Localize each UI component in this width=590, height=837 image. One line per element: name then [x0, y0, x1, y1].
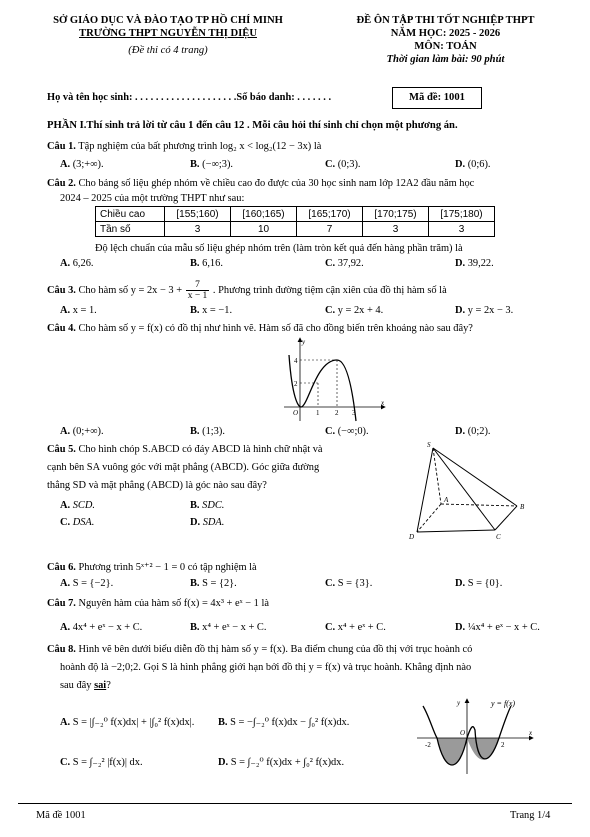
q8-stem-2: hoành độ là −2;0;2. Gọi S là hình phẳng giới hạn bởi đồ thị y = f(x) và trục hoành. Khẳng định nào	[60, 662, 472, 673]
q8-stem-3	[60, 680, 111, 691]
page-count-note: (Đề thi có 4 trang)	[128, 45, 208, 56]
origin-label: O	[460, 729, 466, 737]
curve	[289, 355, 356, 421]
table-cell: Tần số	[96, 222, 165, 237]
footer-page-number: Trang 1/4	[510, 810, 551, 821]
q1-stem	[47, 141, 321, 152]
q3-option-a[interactable]: A. x = 1.	[60, 305, 97, 316]
q1-d-text: (0;6).	[467, 159, 491, 170]
q7-stem	[47, 598, 269, 609]
q6-c-text: S = {3}.	[337, 578, 373, 589]
exam-title: ĐỀ ÔN TẬP THI TỐT NGHIỆP THPT	[356, 15, 535, 26]
header-right	[318, 14, 573, 66]
q1-c-text: (0;3).	[337, 159, 361, 170]
q3-option-c[interactable]: C. y = 2x + 4.	[325, 305, 384, 316]
vertex-S: S	[427, 441, 431, 449]
q6-stem	[47, 561, 257, 573]
y-label: y	[302, 338, 306, 346]
q6-option-a[interactable]: A. S = {−2}.	[60, 578, 114, 589]
q1-b-text: (−∞;3).	[202, 159, 234, 170]
q2-stem-1	[47, 178, 474, 189]
table-cell: [165;170)	[297, 207, 363, 222]
q3-label: Câu 3.	[47, 284, 76, 296]
q4-stem	[47, 323, 473, 334]
q6-d-text: S = {0}.	[467, 578, 503, 589]
q5-stem-1	[47, 444, 323, 455]
table-cell: [170;175)	[363, 207, 429, 222]
vertex-A: A	[444, 496, 449, 504]
vertex-D: D	[409, 533, 415, 541]
q1-text: Tập nghiệm của bất phương trình log₂ x < log₂(12 − 3x) là	[78, 141, 322, 152]
q2-option-b[interactable]: B. 6,16.	[190, 258, 223, 269]
q6-label: Câu 6.	[47, 562, 76, 573]
q8-b-text: S = −∫₋₂⁰ f(x)dx − ∫₀² f(x)dx.	[230, 717, 350, 728]
exam-code-box: Mã đề: 1001	[392, 87, 482, 109]
q4-d-text: (0;2).	[467, 426, 491, 437]
q3-c-text: y = 2x + 4.	[337, 305, 384, 316]
fx-label: y = f(x)	[491, 699, 516, 708]
q2-text1: Cho bảng số liệu ghép nhóm về chiều cao đo được của 30 học sinh nam lớp 12A2 đầu năm học	[78, 178, 475, 189]
q4-b-text: (1;3).	[202, 426, 225, 437]
q3-text-a: Cho hàm số y = 2x − 3 +	[78, 284, 183, 296]
q5-text1: Cho hình chóp S.ABCD có đáy ABCD là hình chữ nhật và	[78, 444, 323, 455]
q8-d-text: S = ∫₋₂⁰ f(x)dx + ∫₀² f(x)dx.	[230, 757, 345, 768]
q5-stem-2: cạnh bên SA vuông góc với mặt phẳng (ABCD). Góc giữa đường	[47, 462, 320, 473]
x-label: x	[529, 729, 533, 737]
q6-option-b[interactable]: B. S = {2}.	[190, 578, 237, 589]
area-left	[437, 738, 467, 765]
q3-a-text: x = 1.	[72, 305, 97, 316]
student-info-line: Họ và tên học sinh: . . . . . . . . . . . . . . . . . . . .Số báo danh: . . . . . . .	[47, 92, 332, 103]
q2-option-a[interactable]: A. 6,26.	[60, 258, 94, 269]
q1-option-b[interactable]: B. (−∞;3).	[190, 159, 234, 170]
table-cell: 3	[165, 222, 231, 237]
q5-c-text: DSA.	[72, 517, 95, 528]
q1-option-d[interactable]: D. (0;6).	[455, 159, 491, 170]
q5-b-text: SDC.	[202, 500, 225, 511]
tick-label: 3	[352, 409, 356, 417]
q2-option-d[interactable]: D. 39,22.	[455, 258, 494, 269]
q3-stem	[47, 280, 447, 301]
table-row	[96, 207, 495, 222]
q8-option-c[interactable]: C. S = ∫₋₂² |f(x)| dx.	[60, 757, 143, 768]
q4-option-c[interactable]: C. (−∞;0).	[325, 426, 369, 437]
q6-b-text: S = {2}.	[202, 578, 237, 589]
q2-c-text: 37,92.	[337, 258, 364, 269]
q5-option-c[interactable]: C. DSA.	[60, 517, 95, 528]
footer-divider	[18, 803, 572, 804]
q5-option-d[interactable]: D. SDA.	[190, 517, 225, 528]
tick-label: -2	[425, 741, 431, 749]
table-row	[96, 222, 495, 237]
school-year: NĂM HỌC: 2025 - 2026	[390, 28, 501, 39]
q2-a-text: 6,26.	[72, 258, 94, 269]
q5-stem-3: thẳng SD và mặt phẳng (ABCD) là góc nào sau đây?	[47, 480, 267, 491]
q3-b-text: x = −1.	[202, 305, 233, 316]
q4-option-b[interactable]: B. (1;3).	[190, 426, 225, 437]
q6-a-text: S = {−2}.	[72, 578, 114, 589]
tick-label: 4	[294, 357, 298, 365]
subject: MÔN: TOÁN	[414, 41, 477, 52]
edge-SD	[417, 448, 433, 532]
q5-label: Câu 5.	[47, 444, 76, 455]
q4-text: Cho hàm số y = f(x) có đồ thị như hình vẽ. Hàm số đã cho đồng biến trên khoảng nào sau đây?	[78, 323, 473, 334]
origin-label: O	[293, 409, 299, 417]
q8-option-a[interactable]: A. S = |∫₋₂⁰ f(x)dx| + |∫₀² f(x)dx|.	[60, 717, 195, 728]
q7-b-text: x⁴ + eˣ − x + C.	[202, 622, 267, 633]
edge-SC	[433, 448, 495, 530]
q5-d-text: SDA.	[202, 517, 225, 528]
q2-stem-2: 2024 – 2025 của một trường THPT như sau:	[60, 193, 245, 204]
q1-option-c[interactable]: C. (0;3).	[325, 159, 361, 170]
table-cell: 3	[429, 222, 495, 237]
q7-option-a[interactable]: A. 4x⁴ + eˣ − x + C.	[60, 622, 143, 633]
q2-d-text: 39,22.	[467, 258, 494, 269]
part1-title: PHẦN I.Thí sinh trả lời từ câu 1 đến câu 12 . Mỗi câu hỏi thí sinh chỉ chọn một phương án.	[47, 120, 458, 131]
q8-option-d[interactable]: D. S = ∫₋₂⁰ f(x)dx + ∫₀² f(x)dx.	[218, 757, 345, 768]
dept-name: SỞ GIÁO DỤC VÀ ĐÀO TẠO TP HỒ CHÍ MINH	[53, 15, 283, 26]
q3-fraction	[186, 280, 210, 301]
q2-b-text: 6,16.	[202, 258, 223, 269]
q7-c-text: x⁴ + eˣ + C.	[337, 622, 386, 633]
q7-d-text: ¼x⁴ + eˣ − x + C.	[467, 622, 540, 633]
q1-option-a[interactable]: A. (3;+∞).	[60, 159, 104, 170]
tick-label: 1	[316, 409, 320, 417]
header-left	[18, 14, 318, 57]
vertex-B: B	[520, 503, 525, 511]
q7-option-d[interactable]: D. ¼x⁴ + eˣ − x + C.	[455, 622, 540, 633]
q1-a-text: (3;+∞).	[72, 159, 104, 170]
q8-text3-c: ?	[106, 680, 111, 691]
q6-text: Phương trình 5ˣ⁺² − 1 = 0 có tập nghiệm là	[78, 562, 257, 573]
q4-option-a[interactable]: A. (0;+∞).	[60, 426, 104, 437]
q4-c-text: (−∞;0).	[337, 426, 369, 437]
edge-CB	[495, 506, 517, 530]
q8-label: Câu 8.	[47, 644, 76, 655]
q8-c-text: S = ∫₋₂² |f(x)| dx.	[72, 757, 143, 768]
q6-option-c[interactable]: C. S = {3}.	[325, 578, 373, 589]
q2-option-c[interactable]: C. 37,92.	[325, 258, 364, 269]
q7-text: Nguyên hàm của hàm số f(x) = 4x³ + eˣ − 1 là	[78, 598, 269, 609]
q2-stem-3: Độ lệch chuẩn của mẫu số liệu ghép nhóm trên (làm tròn kết quả đến hàng phần trăm) là	[95, 243, 463, 254]
q2-label: Câu 2.	[47, 178, 76, 189]
q7-option-b[interactable]: B. x⁴ + eˣ − x + C.	[190, 622, 267, 633]
q8-text3-a: sau đây	[60, 680, 95, 691]
table-cell: 7	[297, 222, 363, 237]
vertex-C: C	[496, 533, 501, 541]
q8-option-b[interactable]: B. S = −∫₋₂⁰ f(x)dx − ∫₀² f(x)dx.	[218, 717, 350, 728]
q7-option-c[interactable]: C. x⁴ + eˣ + C.	[325, 622, 386, 633]
duration: Thời gian làm bài: 90 phút	[386, 54, 505, 65]
q3-option-d[interactable]: D. y = 2x − 3.	[455, 305, 514, 316]
q8-text3-sai: sai	[94, 680, 107, 691]
tick-label: 2	[335, 409, 339, 417]
edge-AD	[417, 504, 441, 532]
q5-a-text: SCD.	[72, 500, 95, 511]
school-name: TRƯỜNG THPT NGUYỄN THỊ DIỆU	[79, 28, 257, 39]
q3-text-b: . Phương trình đường tiệm cận xiên của đồ thị hàm số là	[212, 284, 447, 296]
q1-label: Câu 1.	[47, 141, 76, 152]
edge-DC	[417, 530, 495, 532]
x-label: x	[381, 399, 385, 407]
q7-label: Câu 7.	[47, 598, 76, 609]
tick-label: 2	[501, 741, 505, 749]
q8-a-text: S = |∫₋₂⁰ f(x)dx| + |∫₀² f(x)dx|.	[72, 717, 195, 728]
q3-frac-num: 7	[186, 280, 210, 291]
q5-option-a[interactable]: A. SCD.	[60, 500, 95, 511]
q4-option-d[interactable]: D. (0;2).	[455, 426, 491, 437]
table-cell: [160;165)	[231, 207, 297, 222]
q3-option-b[interactable]: B. x = −1.	[190, 305, 233, 316]
q4-graph	[280, 335, 390, 425]
table-cell: 10	[231, 222, 297, 237]
q4-a-text: (0;+∞).	[72, 426, 104, 437]
footer-exam-code: Mã đề 1001	[36, 810, 86, 821]
q7-a-text: 4x⁴ + eˣ − x + C.	[72, 622, 143, 633]
table-cell: 3	[363, 222, 429, 237]
table-cell: [155;160)	[165, 207, 231, 222]
q8-graph	[415, 696, 565, 776]
table-cell: [175;180)	[429, 207, 495, 222]
frequency-table	[95, 206, 495, 237]
q8-text1: Hình vẽ bên dưới biểu diễn đồ thị hàm số y = f(x). Ba điểm chung của đồ thị với trục hoành có	[78, 644, 473, 655]
q3-frac-den: x − 1	[187, 291, 208, 301]
table-cell: Chiều cao	[96, 207, 165, 222]
q6-option-d[interactable]: D. S = {0}.	[455, 578, 503, 589]
q5-pyramid-figure	[405, 440, 535, 545]
q3-d-text: y = 2x − 3.	[467, 305, 514, 316]
q4-label: Câu 4.	[47, 323, 76, 334]
q8-stem-1	[47, 644, 472, 655]
tick-label: 2	[294, 380, 298, 388]
y-label: y	[457, 699, 461, 707]
q5-option-b[interactable]: B. SDC.	[190, 500, 225, 511]
edge-AB	[441, 504, 517, 506]
